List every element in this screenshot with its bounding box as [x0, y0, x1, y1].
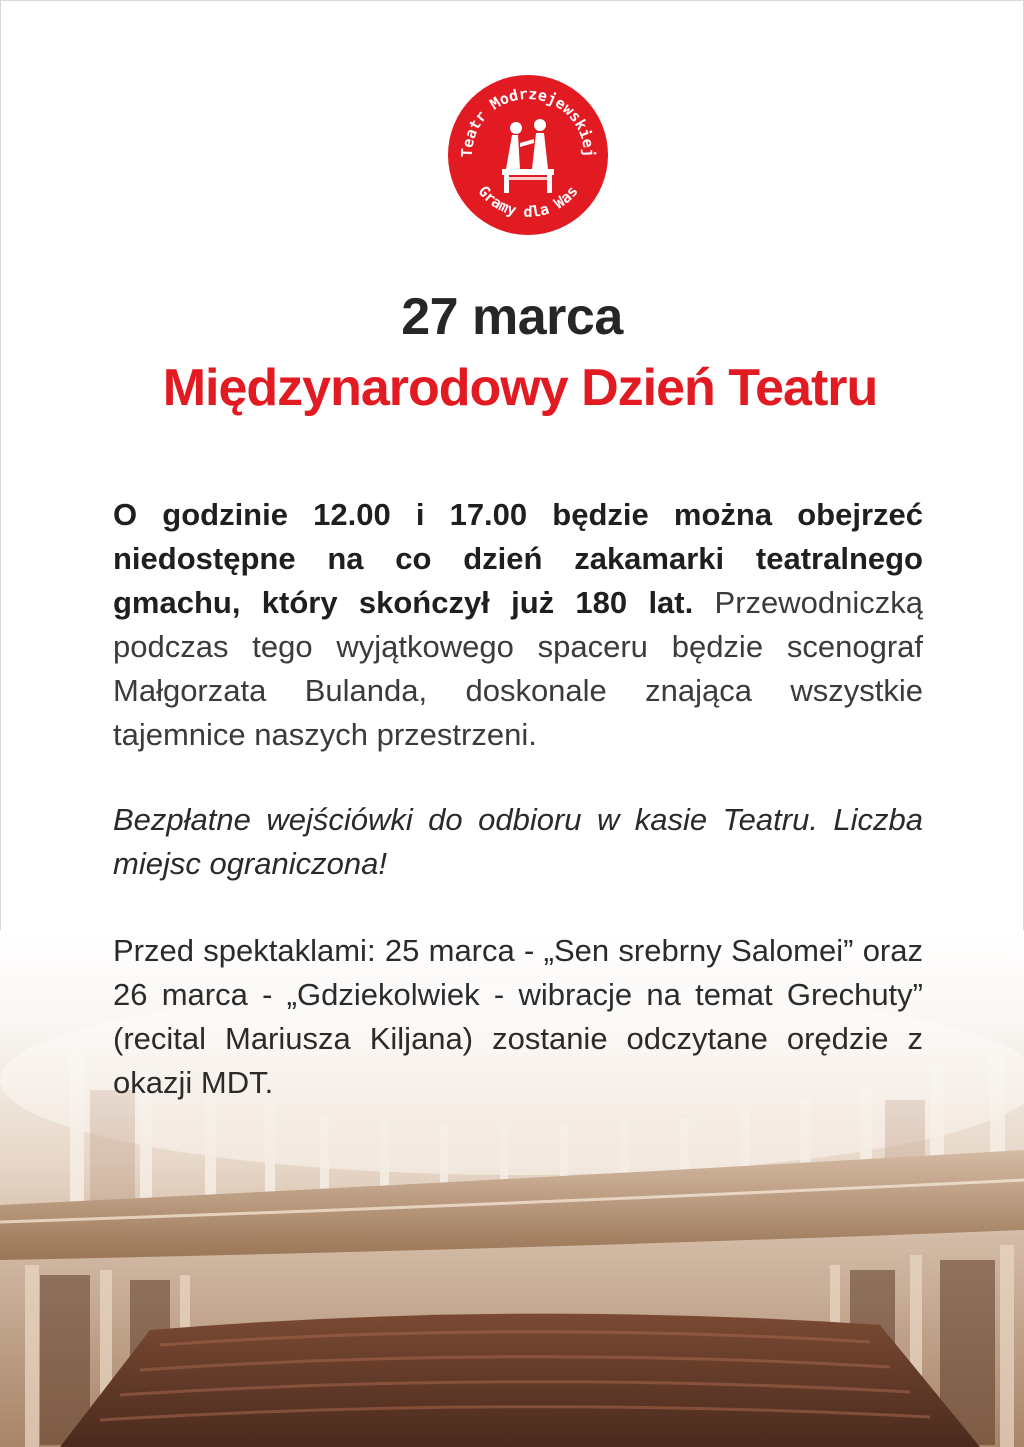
description-bold-text: O godzinie 12.00 i 17.00 będzie można obejrzeć niedostępne na co dzień zakamarki teatralnego gmachu, który skończył już 180 lat.	[113, 497, 923, 620]
logo-text-bottom: Gramy dla Was	[474, 182, 582, 222]
description-paragraph	[113, 493, 923, 757]
performances-info: Przed spektaklami: 25 marca - „Sen srebrny Salomei” oraz 26 marca - „Gdziekolwiek - wibracje na temat Grechuty” (recital Mariusza Kiljana) zostanie odczytane orędzie z okazji MDT.	[113, 933, 923, 1100]
event-title: Międzynarodowy Dzień Teatru	[162, 359, 878, 417]
event-date: 27 marca	[401, 288, 623, 346]
tickets-info: Bezpłatne wejściówki do odbioru w kasie Teatru. Liczba miejsc ograniczona!	[113, 802, 923, 881]
description-text: Przewodniczką podczas tego wyjątkowego spaceru będzie scenograf Małgorzata Bulanda, doskonale znająca wszystkie tajemnice naszych przestrzeni.	[113, 585, 924, 752]
logo-text-top: Teatr Modrzejewskiej	[457, 84, 599, 158]
theatre-logo	[446, 73, 610, 237]
